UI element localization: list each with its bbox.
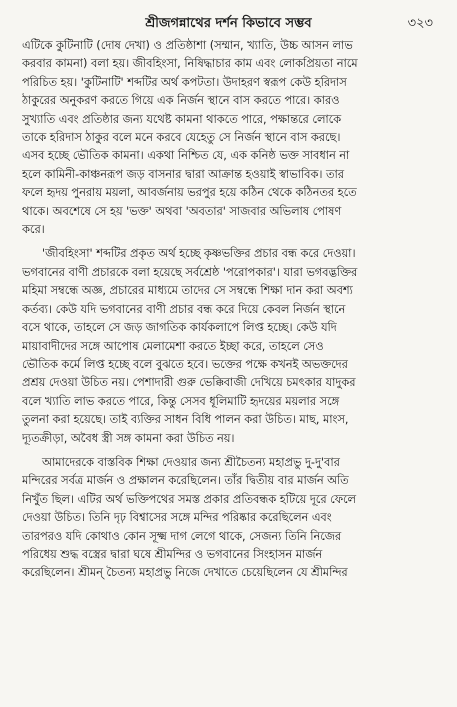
text-line: করেছিলেন। শ্রীমন্ চৈতন্য মহাপ্রভু নিজে দেখাতে চেয়েছিলেন যে শ্রীমন্দির (22, 566, 348, 580)
text-line: মহিমা সম্বন্ধে অজ্ঞ, প্রচারের মাধ্যমে তাদের সে সম্বন্ধে শিক্ষা দান করা অবশ্য (22, 284, 353, 298)
text-line: এসব হচ্ছে ভৌতিক কামনা। একথা নিশ্চিত যে, এক কনিষ্ঠ ভক্ত সাবধান না (22, 149, 350, 163)
text-line: পরিচিত হয়। 'কুটিনাটি' শব্দটির অর্থ কপটতা। উদাহরণ স্বরূপ কেউ হরিদাস (22, 75, 347, 89)
text-line: থাকে। অবশেষে সে হয় 'ভক্ত' অথবা 'অবতার' সাজবার অভিলাষ পোষণ (22, 204, 342, 218)
body-text (22, 37, 437, 585)
running-title: শ্রীজগন্নাথের দর্শন কিভাবে সম্ভব (145, 16, 312, 31)
text-line: ভৌতিক কর্মে লিপ্ত হচ্ছে বলে বুঝতে হবে। ভক্তের পক্ষে কখনই অভক্তদের (22, 357, 348, 371)
text-line: করবার কামনা) বলা হয়। জীবহিংসা, নিষিদ্ধাচার কাম এবং লোকপ্রিয়তা নামে (22, 57, 358, 71)
text-line: দেওয়া উচিত। তিনি দৃঢ় বিশ্বাসের সঙ্গে মন্দির পরিষ্কার করেছিলেন এবং (22, 511, 332, 525)
text-line: ঠাকুরের অনুকরণ করতে গিয়ে এক নির্জন স্থানে বাস করতে পারে। কারও (22, 94, 340, 108)
page-header (22, 8, 435, 34)
text-line: আমাদেরকে বাস্তবিক শিক্ষা দেওয়ার জন্য শ্রীচৈতন্য মহাপ্রভু দু-দু'বার (42, 455, 340, 469)
text-line: বসে থাকে, তাহলে সে জড় জাগতিক কার্যকলাপে লিপ্ত হচ্ছে। কেউ যদি (22, 321, 337, 335)
text-line: তাকে হরিদাস ঠাকুর বলে মনে করবে যেহেতু সে নির্জন স্থানে বাস করছে। (22, 131, 341, 145)
text-line: প্রশ্রয় দেওয়া উচিত নয়। পেশাদারী গুরু ভেক্কিবাজী দেখিয়ে চমৎকার যাদুকর (22, 376, 356, 390)
text-line: ভগবানের বাণী প্রচারকে বলা হয়েছে সর্বশ্রেষ্ঠ 'পরোপকার'। যারা ভগবদ্ভক্তির (22, 265, 358, 279)
text-line: নিখুঁত ছিল। এটির অর্থ ভক্তিপথের সমস্ত প্রকার প্রতিবন্ধক হটিয়ে দূরে ফেলে (22, 492, 356, 506)
text-line: পরিধেয় শুদ্ধ বস্ত্রের দ্বারা ঘষে শ্রীমন্দির ও ভগবানের সিংহাসন মার্জন (22, 547, 323, 561)
text-line: সুখ্যাতি এবং প্রতিষ্ঠার জন্য যথেষ্ট কামনা থাকতে পারে, পক্ষান্তরে লোকে (22, 112, 342, 126)
text-line: হলে কামিনী-কাঞ্চনরূপ জড় বাসনার দ্বারা আক্রান্ত হওয়াই স্বাভাবিক। তার (22, 167, 344, 181)
text-line: এটিকে কুটিনাটি (দোষ দেখা) ও প্রতিষ্ঠাশা (সম্মান, খ্যাতি, উচ্চ আসন লাভ (22, 39, 353, 52)
paragraph-2 (22, 245, 437, 447)
text-line: 'জীবহিংসা' শব্দটির প্রকৃত অর্থ হচ্ছে কৃষ্ণভক্তির প্রচার বন্ধ করে দেওয়া। (42, 247, 356, 261)
text-line: ফলে হৃদয় পুনরায় ময়লা, আবর্জনায় ভরপুর হয়ে কঠিন থেকে কঠিনতর হতে (22, 186, 357, 200)
text-line: মন্দিরের সর্বত্র মার্জন ও প্রক্ষালন করেছিলেন। তাঁর দ্বিতীয় বার মার্জন অতি (22, 474, 349, 488)
text-line: কর্তব্য। কেউ যদি ভগবানের বাণী প্রচার বন্ধ করে দিয়ে কেবল নির্জন স্থানে (22, 302, 346, 316)
text-line: বলে খ্যাতি লাভ করতে পারে, কিন্তু সেসব ধূলিমাটি হৃদয়ের ময়লার সঙ্গে (22, 394, 340, 408)
paragraph-3 (22, 454, 437, 583)
text-line: তুলনা করা হয়েছে। তাই ব্যক্তির সাধন বিধি পালন করা উচিত। মাছ, মাংস, (22, 413, 349, 427)
page-number: ৩২৩ (407, 16, 433, 31)
paragraph-1 (22, 37, 437, 239)
text-line: করে। (22, 223, 45, 237)
text-line: দ্যূতক্রীড়া, অবৈধ স্ত্রী সঙ্গ কামনা করা উচিত নয়। (22, 431, 235, 445)
text-line: তারপরও যদি কোথাও কোন সূক্ষ্ম দাগ লেগে থাকে, সেজন্য তিনি নিজের (22, 529, 342, 543)
text-line: মায়াবাদীদের সঙ্গে আপোষ মেলামেশা করতে ইচ্ছা করে, তাহলে সেও (22, 339, 324, 353)
